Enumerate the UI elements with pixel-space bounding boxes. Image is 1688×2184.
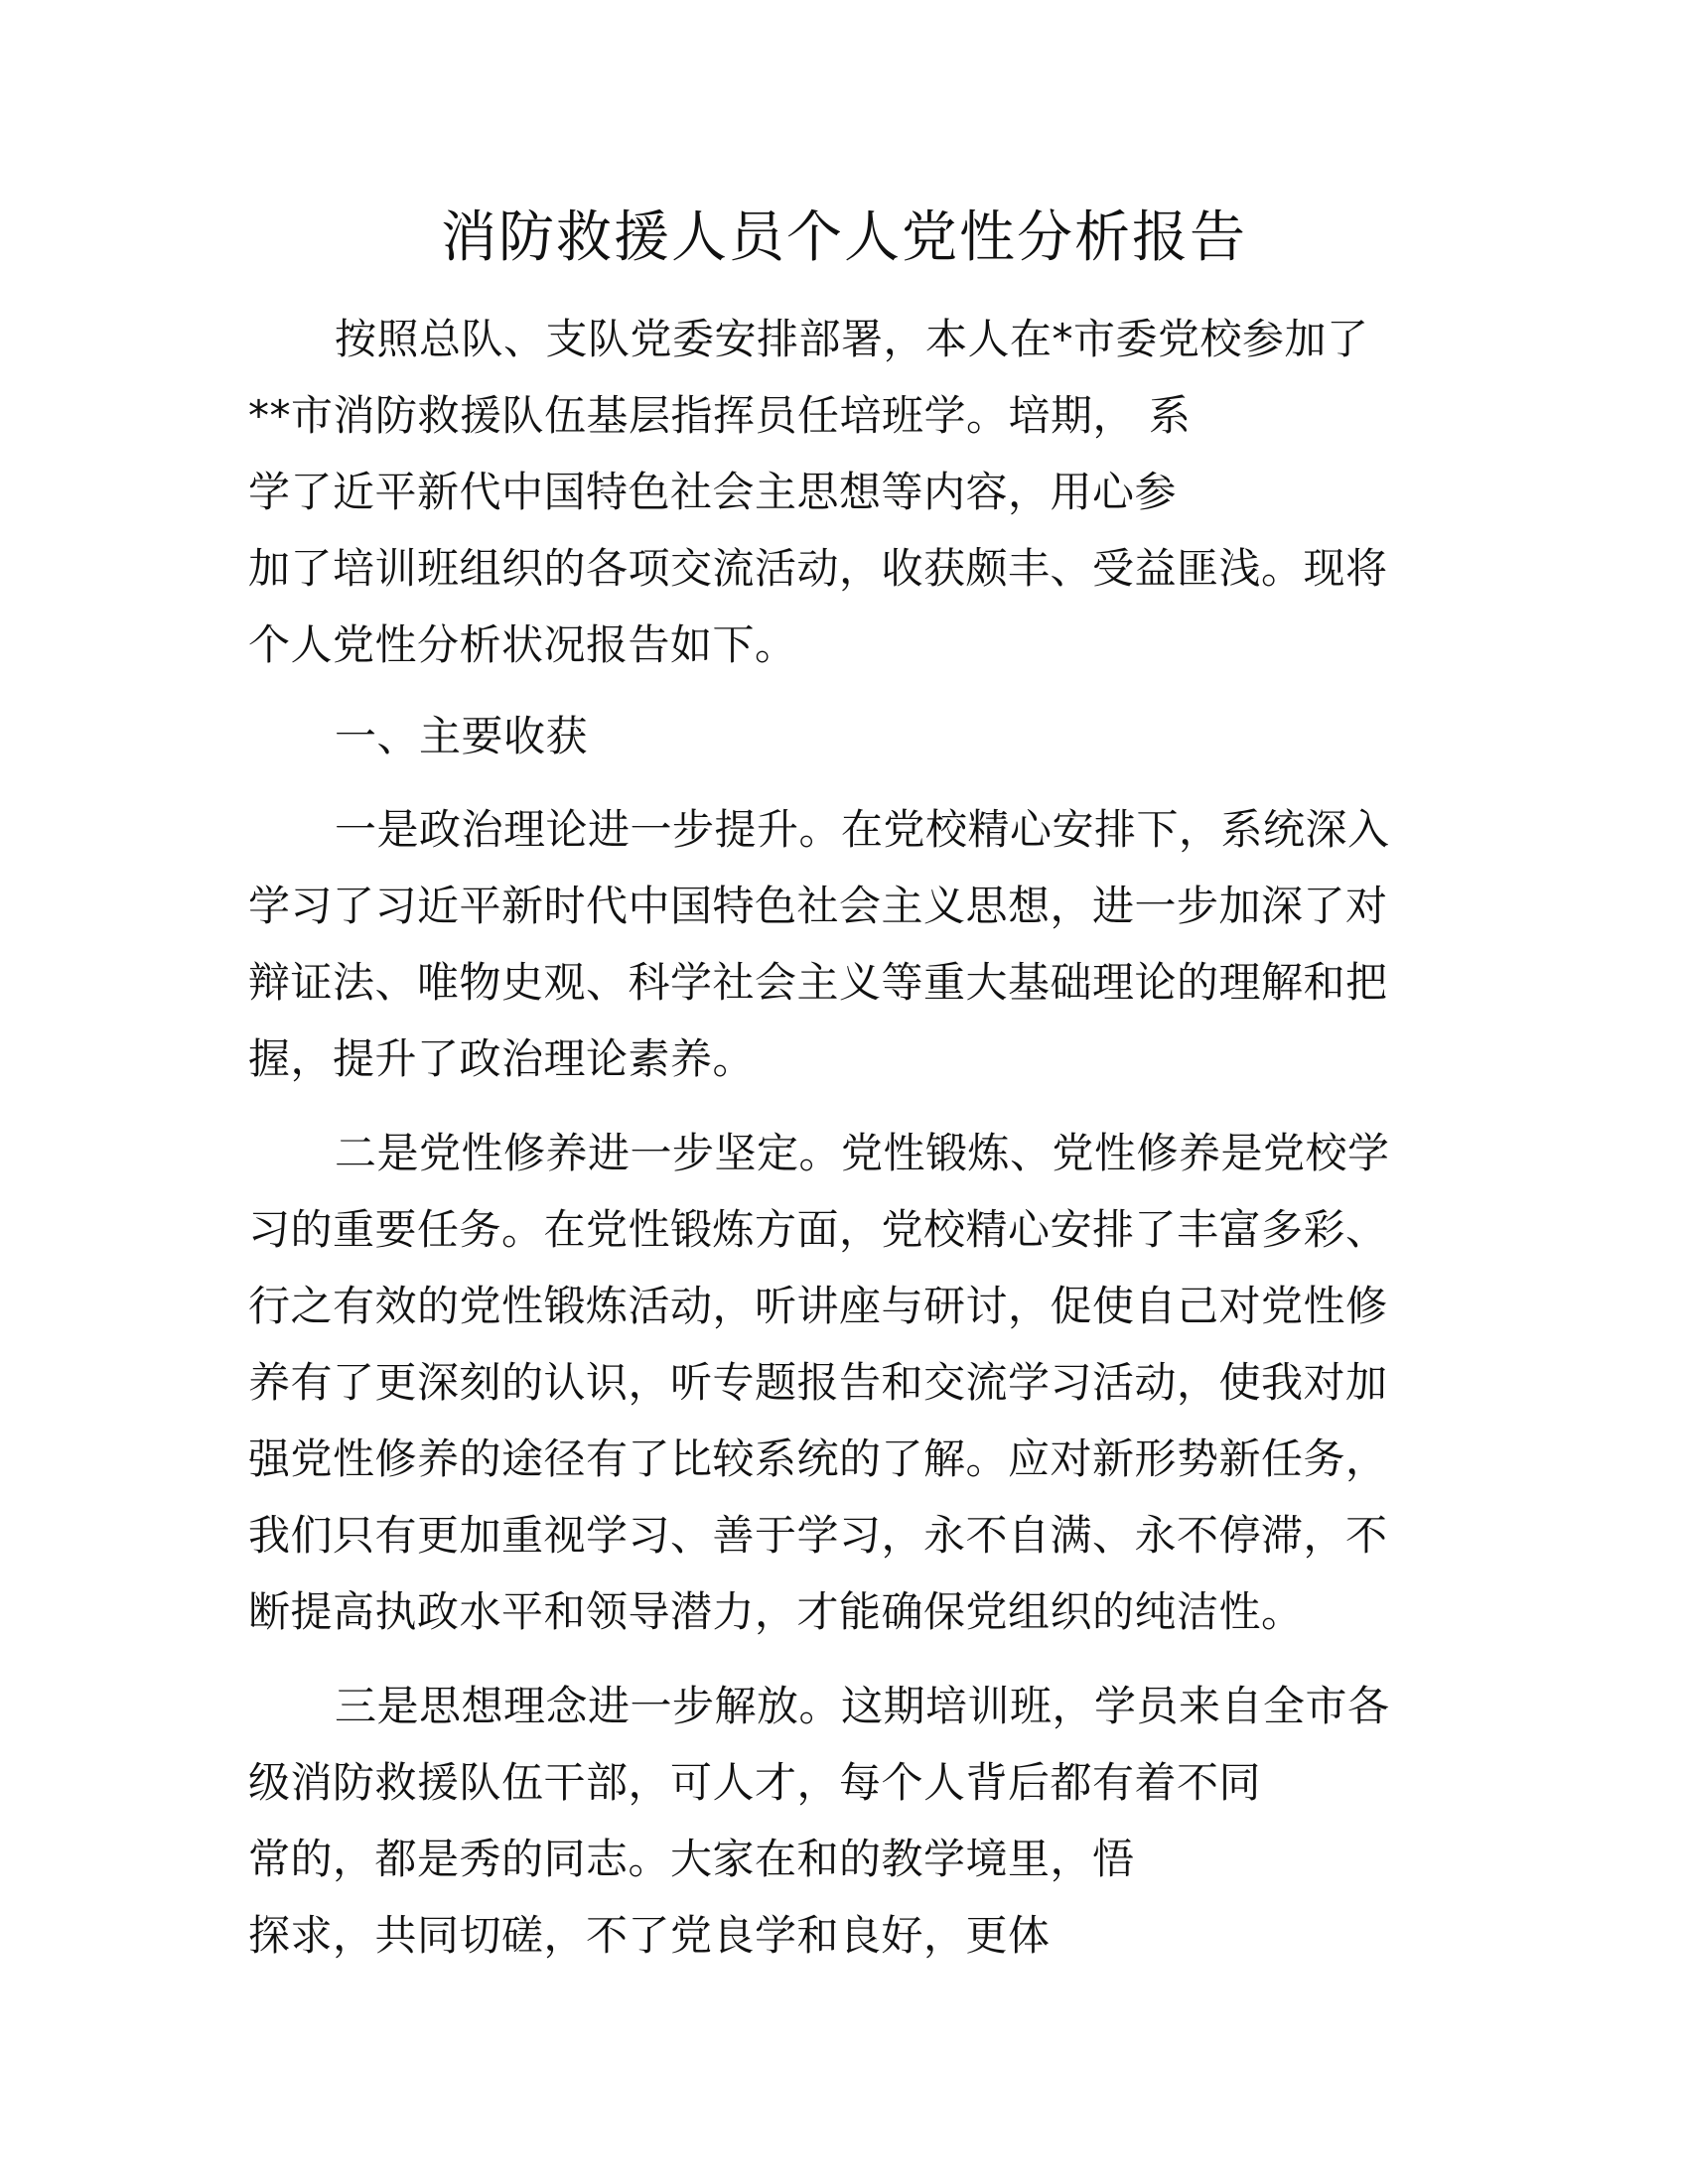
text-line: 个人党性分析状况报告如下。	[248, 620, 797, 669]
document-title: 消防救援人员个人党性分析报告	[441, 205, 1247, 270]
text-line: 级消防救援队伍干部，可人才，每个人背后都有着不同	[248, 1758, 1262, 1807]
text-line: 行之有效的党性锻炼活动，听讲座与研讨，促使自己对党性修	[248, 1282, 1388, 1330]
text-line: 一是政治理论进一步提升。在党校精心安排下，系统深入	[335, 805, 1390, 854]
section-heading: 一、主要收获	[335, 712, 589, 760]
text-line: 习的重要任务。在党性锻炼方面，党校精心安排了丰富多彩、	[248, 1205, 1388, 1254]
text-line: 断提高执政水平和领导潜力，才能确保党组织的纯洁性。	[248, 1587, 1304, 1636]
text-line: 探求，共同切磋，不了党良学和良好，更体	[248, 1911, 1051, 1960]
text-line: 常的，都是秀的同志。大家在和的教学境里，悟	[248, 1835, 1135, 1883]
text-line: 二是党性修养进一步坚定。党性锻炼、党性修养是党校学	[335, 1129, 1390, 1177]
text-line: 三是思想理念进一步解放。这期培训班，学员来自全市各	[335, 1682, 1390, 1730]
text-line: 学习了习近平新时代中国特色社会主义思想，进一步加深了对	[248, 882, 1388, 930]
text-line: 强党性修养的途径有了比较系统的了解。应对新形势新任务，	[248, 1434, 1388, 1483]
text-line: 辩证法、唯物史观、科学社会主义等重大基础理论的理解和把	[248, 958, 1388, 1007]
text-line: **市消防救援队伍基层指挥员任培班学。培期， 系	[248, 391, 1192, 440]
text-line: 按照总队、支队党委安排部署，本人在*市委党校参加了	[335, 315, 1369, 363]
text-line: 加了培训班组织的各项交流活动，收获颇丰、受益匪浅。现将	[248, 544, 1388, 593]
text-line: 学了近平新代中国特色社会主思想等内容，用心参	[248, 468, 1178, 516]
text-line: 我们只有更加重视学习、善于学习，永不自满、永不停滞，不	[248, 1511, 1388, 1560]
text-line: 握，提升了政治理论素养。	[248, 1034, 756, 1083]
text-line: 养有了更深刻的认识，听专题报告和交流学习活动，使我对加	[248, 1358, 1388, 1407]
